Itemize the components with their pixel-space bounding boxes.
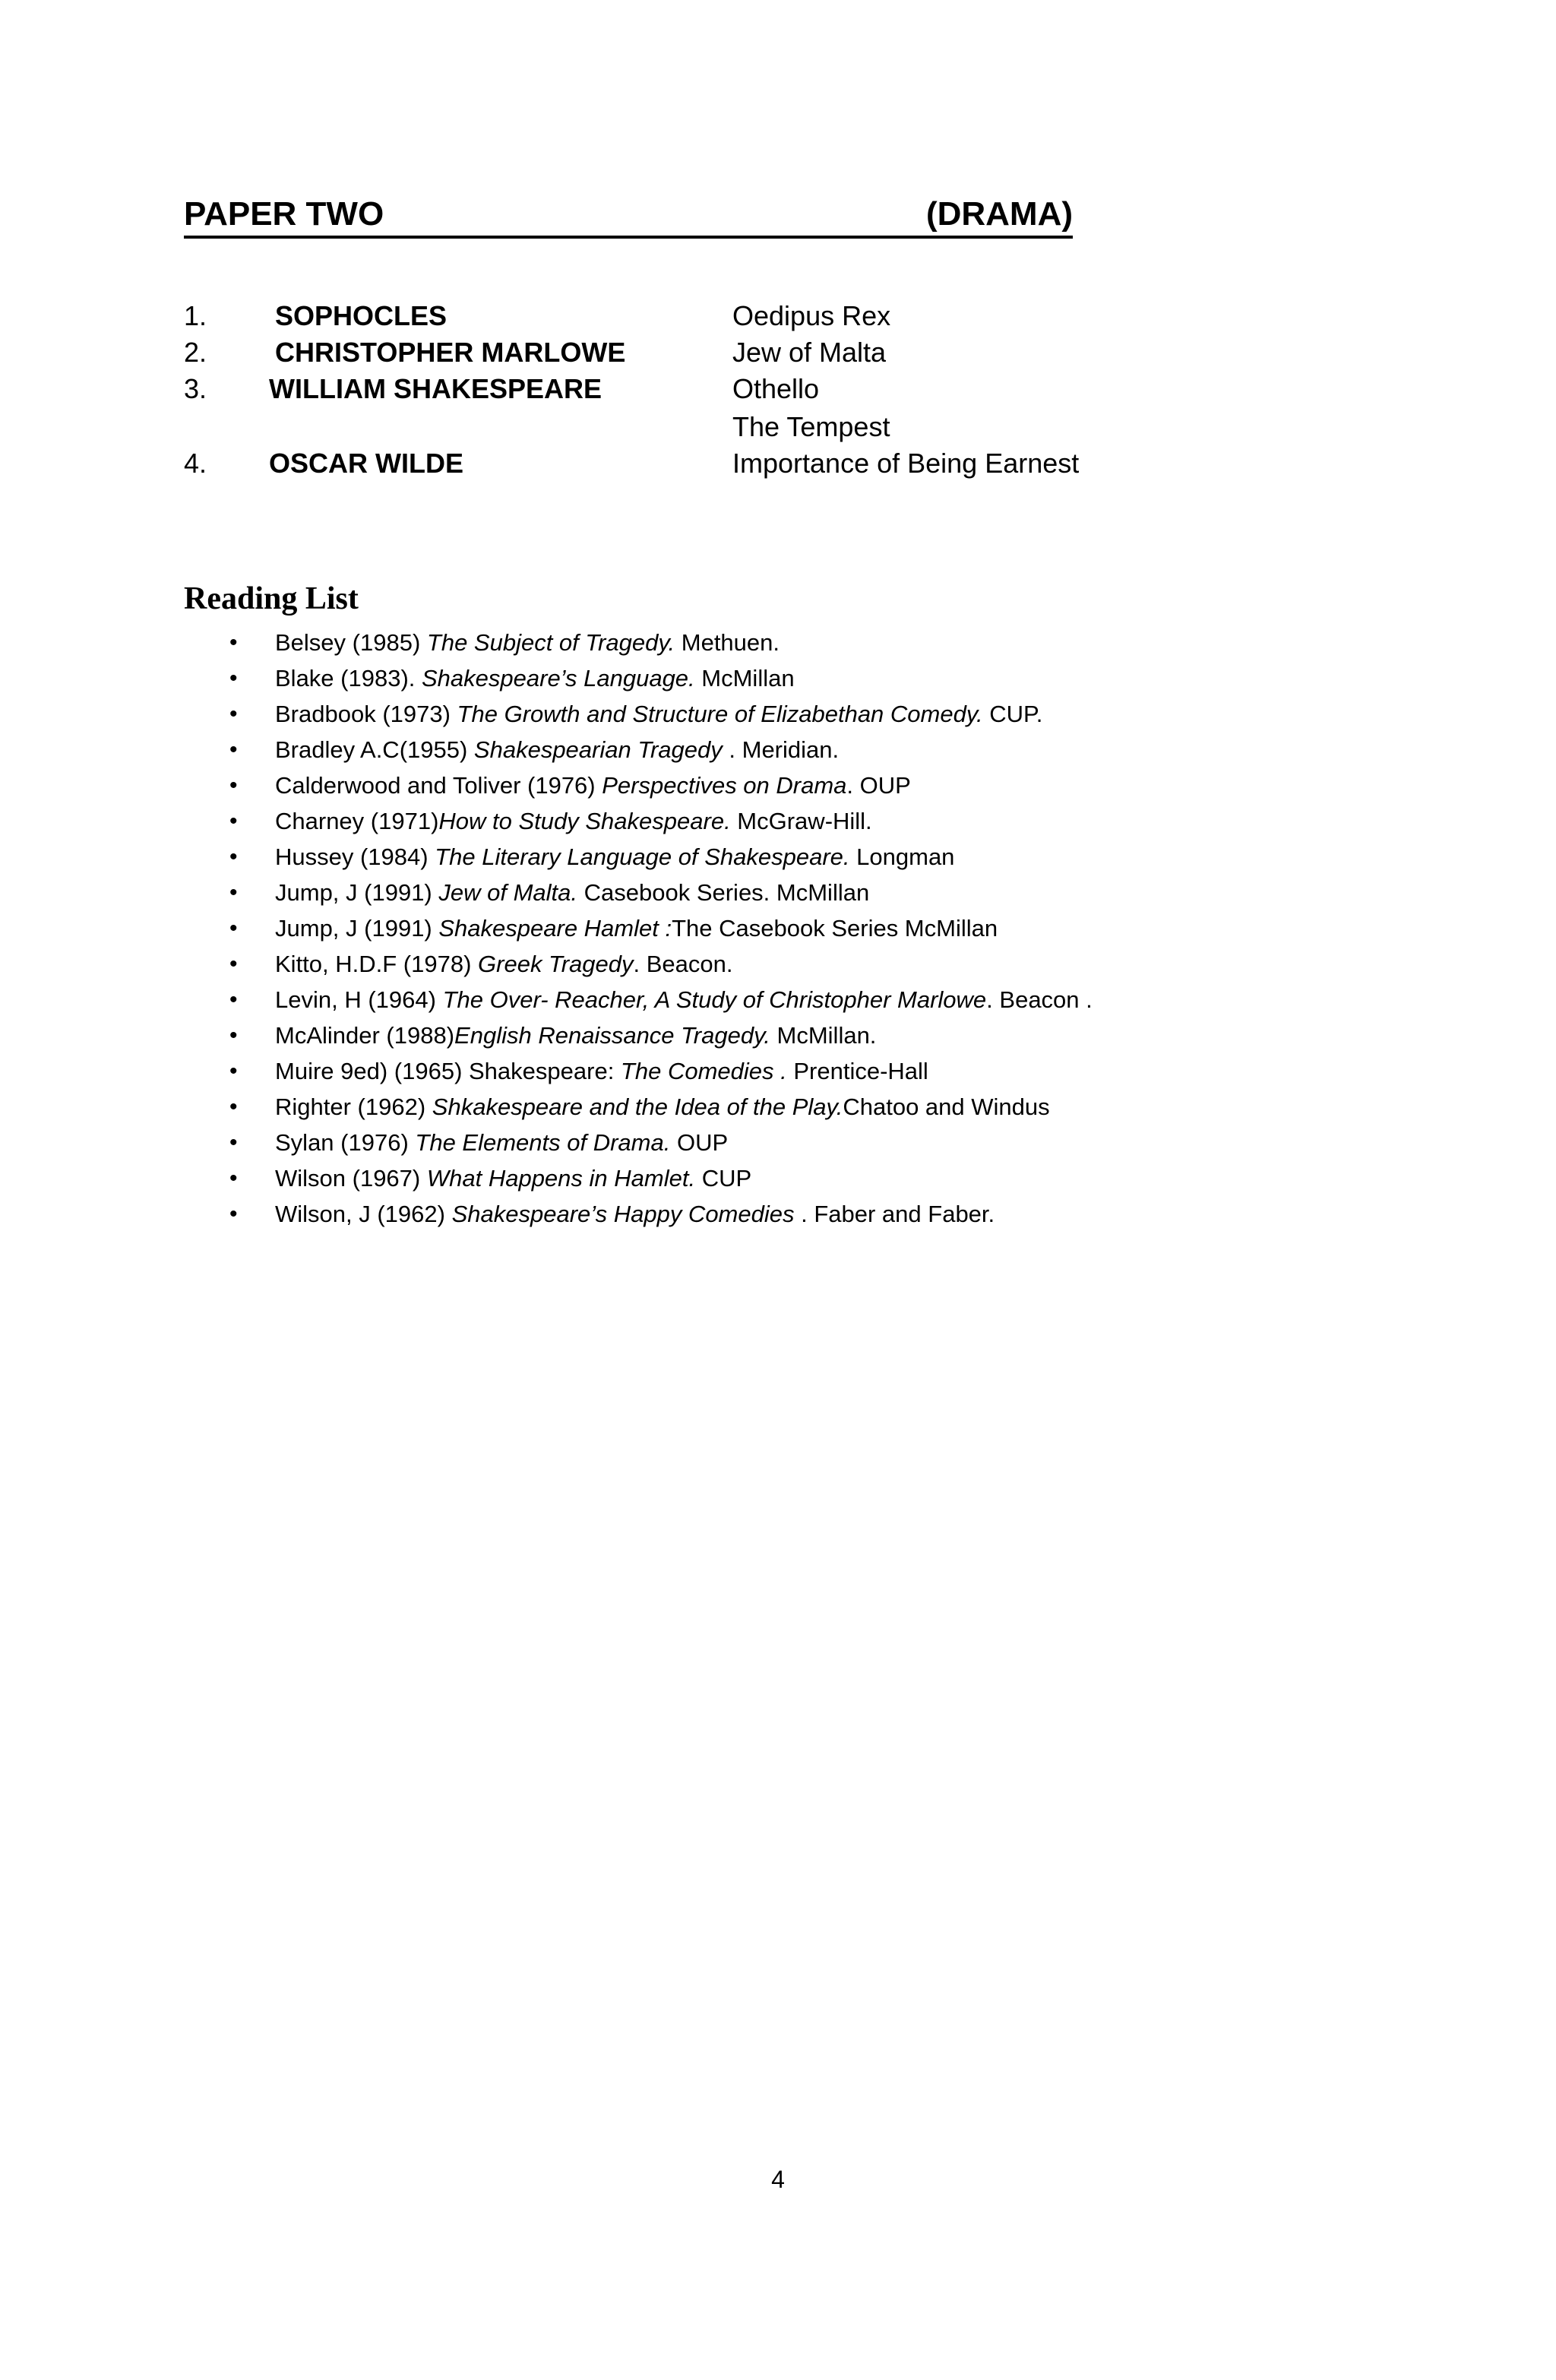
citation-publisher: McMillan. — [770, 1022, 877, 1049]
reading-list-item — [184, 767, 1399, 803]
bullet-icon: • — [229, 737, 238, 762]
reading-list-item — [184, 875, 1399, 910]
bullet-icon: • — [229, 630, 238, 655]
work-title: Importance of Being Earnest — [732, 448, 1080, 479]
reading-list-item — [184, 910, 1399, 946]
citation-publisher: Casebook Series. McMillan — [577, 879, 870, 906]
citation-publisher: OUP — [670, 1129, 729, 1156]
bullet-icon: • — [229, 1166, 238, 1191]
reading-list-item — [184, 732, 1399, 767]
bullet-icon: • — [229, 844, 238, 869]
citation-author-year: Jump, J (1991) — [275, 915, 439, 942]
citation-author-year: McAlinder (1988) — [275, 1022, 455, 1049]
citation-publisher: The Casebook Series McMillan — [672, 915, 998, 942]
reading-list-item — [184, 803, 1399, 839]
bullet-icon: • — [229, 880, 238, 905]
citation-author-year: Charney (1971) — [275, 808, 439, 834]
reading-list-item — [184, 625, 1399, 660]
citation-author-year: Sylan (1976) — [275, 1129, 416, 1156]
citation-author-year: Bradley A.C(1955) — [275, 736, 474, 763]
citation-publisher: CUP. — [982, 701, 1043, 727]
citation-author-year: Bradbook (1973) — [275, 701, 457, 727]
work-title: The Tempest — [732, 411, 890, 442]
work-title: Jew of Malta — [732, 337, 887, 368]
author-number: 2. — [184, 337, 207, 368]
reading-list — [184, 625, 1399, 1232]
citation-title: Perspectives on Drama — [602, 772, 847, 799]
citation-publisher: CUP — [695, 1165, 752, 1192]
bullet-icon: • — [229, 809, 238, 834]
bullet-icon: • — [229, 773, 238, 798]
citation-title: English Renaissance Tragedy. — [454, 1022, 770, 1049]
author-number: 4. — [184, 448, 207, 479]
citation-publisher: Prentice-Hall — [786, 1058, 928, 1084]
section-heading — [184, 193, 1073, 239]
reading-list-item — [184, 696, 1399, 732]
bullet-icon: • — [229, 666, 238, 691]
citation-publisher: Longman — [849, 843, 955, 870]
bullet-icon: • — [229, 1023, 238, 1048]
reading-list-item — [184, 1196, 1399, 1232]
bullet-icon: • — [229, 951, 238, 976]
citation-publisher: . Meridian. — [722, 736, 840, 763]
citation-publisher: . Beacon. — [633, 951, 733, 977]
author-name: WILLIAM SHAKESPEARE — [269, 373, 602, 404]
citation-author-year: Calderwood and Toliver (1976) — [275, 772, 602, 799]
bullet-icon: • — [229, 701, 238, 726]
citation-author-year: Wilson (1967) — [275, 1165, 427, 1192]
citation-publisher: Methuen. — [675, 629, 780, 656]
citation-author-year: Kitto, H.D.F (1978) — [275, 951, 479, 977]
bullet-icon: • — [229, 1130, 238, 1155]
citation-publisher: . Beacon . — [986, 986, 1093, 1013]
citation-author-year: Righter (1962) — [275, 1093, 432, 1120]
bullet-icon: • — [229, 987, 238, 1012]
citation-author-year: Blake (1983). — [275, 665, 422, 692]
citation-title: The Over- Reacher, A Study of Christopher Marlowe — [442, 986, 987, 1013]
citation-title: Greek Tragedy — [478, 951, 634, 977]
citation-publisher: . OUP — [846, 772, 911, 799]
author-name: SOPHOCLES — [275, 300, 448, 331]
heading-paper-two: PAPER TWO — [184, 195, 384, 233]
citation-title: Jew of Malta. — [438, 879, 577, 906]
citation-author-year: Levin, H (1964) — [275, 986, 443, 1013]
bullet-icon: • — [229, 1201, 238, 1226]
heading-drama: (DRAMA) — [925, 195, 1073, 233]
citation-title: The Comedies . — [620, 1058, 787, 1084]
citation-publisher: McMillan — [694, 665, 795, 692]
reading-list-item — [184, 1018, 1399, 1053]
citation-author-year: Muire 9ed) (1965) Shakespeare: — [275, 1058, 621, 1084]
citation-author-year: Jump, J (1991) — [275, 879, 439, 906]
citation-title: What Happens in Hamlet. — [426, 1165, 696, 1192]
author-name: CHRISTOPHER MARLOWE — [275, 337, 626, 368]
citation-title: The Growth and Structure of Elizabethan Comedy. — [457, 701, 983, 727]
work-title: Oedipus Rex — [732, 300, 891, 331]
citation-title: Shakespeare’s Language. — [422, 665, 695, 692]
page-number: 4 — [771, 2166, 785, 2193]
citation-title: Shakespeare Hamlet : — [438, 915, 672, 942]
citation-publisher: McGraw-Hill. — [730, 808, 872, 834]
author-number: 3. — [184, 373, 207, 404]
citation-author-year: Hussey (1984) — [275, 843, 435, 870]
reading-list-item — [184, 982, 1399, 1018]
citation-author-year: Belsey (1985) — [275, 629, 427, 656]
reading-list-item — [184, 839, 1399, 875]
reading-list-item — [184, 1089, 1399, 1125]
author-number: 1. — [184, 300, 207, 331]
citation-title: How to Study Shakespeare. — [438, 808, 731, 834]
citation-title: The Subject of Tragedy. — [426, 629, 675, 656]
citation-title: The Elements of Drama. — [415, 1129, 671, 1156]
reading-list-item — [184, 1125, 1399, 1160]
bullet-icon: • — [229, 1059, 238, 1084]
citation-title: Shakespearian Tragedy — [473, 736, 723, 763]
citation-title: Shkakespeare and the Idea of the Play. — [432, 1093, 843, 1120]
citation-publisher: . Faber and Faber. — [794, 1201, 995, 1227]
citation-title: The Literary Language of Shakespeare. — [435, 843, 850, 870]
citation-publisher: Chatoo and Windus — [843, 1093, 1050, 1120]
reading-list-item — [184, 660, 1399, 696]
citation-author-year: Wilson, J (1962) — [275, 1201, 452, 1227]
work-title: Othello — [732, 373, 820, 404]
reading-list-item — [184, 946, 1399, 982]
citation-title: Shakespeare’s Happy Comedies — [451, 1201, 795, 1227]
bullet-icon: • — [229, 916, 238, 941]
reading-list-title: Reading List — [184, 581, 359, 616]
bullet-icon: • — [229, 1094, 238, 1119]
reading-list-item — [184, 1160, 1399, 1196]
reading-list-item — [184, 1053, 1399, 1089]
author-name: OSCAR WILDE — [269, 448, 463, 479]
